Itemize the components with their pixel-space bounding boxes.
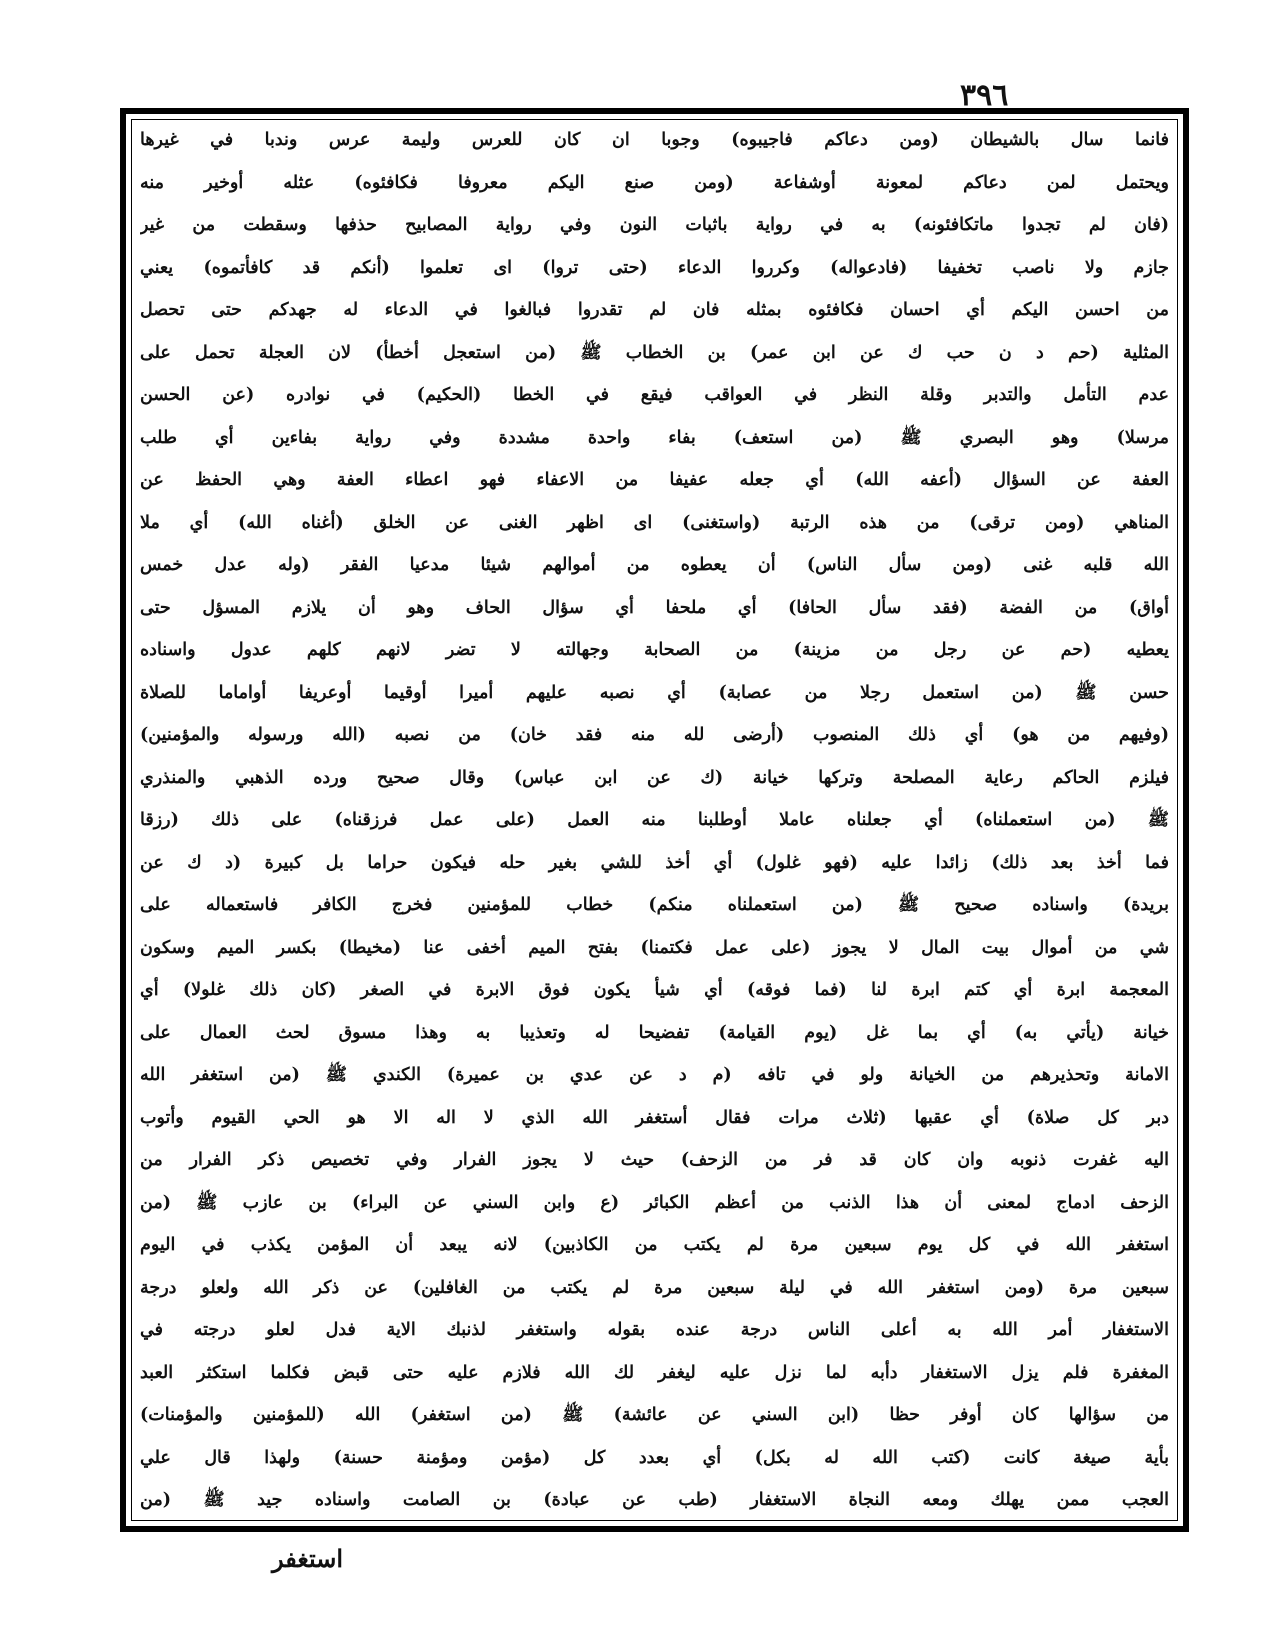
text-line: شي من أموال بيت المال لا يجوز (على عمل فكتمنا) بفتح الميم أخفى عنا (مخيطا) بكسر الميم وسكون [140, 937, 1169, 958]
text-line: جازم ولا ناصب تخفيفا (فادعواله) وكرروا الدعاء (حتى تروا) اى تعلموا (أنكم قد كافأتموه) يعني [140, 257, 1169, 278]
text-line: بأية صيغة كانت (كتب الله له بكل) أي بعدد كل (مؤمن ومؤمنة حسنة) ولهذا قال علي [140, 1447, 1169, 1468]
text-line: يعطيه (حم عن رجل من مزينة) من الصحابة وجهالته لا تضر لانهم كلهم عدول واسناده [140, 640, 1169, 660]
text-line: الامانة وتحذيرهم من الخيانة ولو في تافه (م د عن عدي بن عميرة) الكندي ﷺ (من استغفر الله [140, 1065, 1169, 1085]
text-line: فيلزم الحاكم رعاية المصلحة وتركها خيانة (ك عن ابن عباس) وقال صحيح ورده الذهبي والمنذري [140, 767, 1169, 788]
catchword: استغفر [272, 1544, 343, 1573]
text-line: أواق) من الفضة (فقد سأل الحافا) أي ملحفا أي سؤال الحاف وهو أن يلازم المسؤل حتى [140, 597, 1169, 618]
text-line: العفة عن السؤال (أعفه الله) أي جعله عفيفا من الاعفاء فهو اعطاء العفة وهي الحفظ عن [140, 470, 1169, 490]
text-line: (وفيهم من هو) أي ذلك المنصوب (أرضى لله منه فقد خان) من نصبه (الله ورسوله والمؤمنين) [140, 725, 1169, 745]
text-line: سبعين مرة (ومن استغفر الله في ليلة سبعين مرة لم يكتب من الغافلين) عن ذكر الله ولعلو درجة [140, 1277, 1169, 1298]
text-line: (فان لم تجدوا ماتكافئونه) به في رواية باثبات النون وفي رواية المصابيح حذفها وسقطت من غير [140, 215, 1169, 235]
text-line: المثلية (حم د ن حب ك عن ابن عمر) بن الخطاب ﷺ (من استعجل أخطأ) لان العجلة تحمل على [140, 342, 1169, 363]
text-line: عدم التأمل والتدبر وقلة النظر في العواقب فيقع في الخطا (الحكيم) في نوادره (عن الحسن [140, 385, 1169, 405]
text-frame [120, 108, 1189, 1532]
text-line: استغفر الله في كل يوم سبعين مرة لم يكتب من الكاذبين) لانه يبعد أن المؤمن يكذب في اليوم [140, 1235, 1169, 1255]
text-line: الزحف ادماج لمعنى أن هذا الذنب من أعظم الكبائر (ع وابن السني عن البراء) بن عازب ﷺ (من [140, 1192, 1169, 1213]
text-body [140, 124, 1169, 1518]
text-line: خيانة (يأتي به) أي بما غل (يوم القيامة) تفضيحا له وتعذيبا به وهذا مسوق لحث العمال على [140, 1022, 1169, 1043]
text-line: من احسن اليكم أي احسان فكافئوه بمثله فان لم تقدروا فبالغوا في الدعاء له جهدكم حتى تحصل [140, 300, 1169, 320]
text-line: ويحتمل لمن دعاكم لمعونة أوشفاعة (ومن صنع اليكم معروفا فكافئوه) عثله أوخير منه [140, 172, 1169, 193]
text-line: فما أخذ بعد ذلك) زائدا عليه (فهو غلول) أي أخذ للشي بغير حله فيكون حراما بل كبيرة (د ك عن [140, 852, 1169, 873]
text-line: اليه غفرت ذنوبه وان كان قد فر من الزحف) حيث لا يجوز الفرار وفي تخصيص ذكر الفرار من [140, 1150, 1169, 1170]
text-line: المغفرة فلم يزل الاستغفار دأبه لما نزل عليه ليغفر لك الله فلازم عليه حتى قبض فكلما استكثر العبد [140, 1362, 1169, 1383]
text-line: المعجمة ابرة أي كتم ابرة لنا (فما فوقه) أي شيأ يكون فوق الابرة في الصغر (كان ذلك غلولا) أي [140, 980, 1169, 1000]
text-line: العجب ممن يهلك ومعه النجاة الاستغفار (طب عن عبادة) بن الصامت واسناده جيد ﷺ (من [140, 1490, 1169, 1510]
text-line: بريدة) واسناده صحيح ﷺ (من استعملناه منكم) خطاب للمؤمنين فخرج الكافر فاستعماله على [140, 895, 1169, 915]
text-line: دبر كل صلاة) أي عقبها (ثلاث مرات فقال أستغفر الله الذي لا اله الا هو الحي القيوم وأتوب [140, 1107, 1169, 1128]
text-line: المناهي (ومن ترقى) من هذه الرتبة (واستغنى) اى اظهر الغنى عن الخلق (أغناه الله) أي ملا [140, 512, 1169, 533]
text-line: ﷺ (من استعملناه) أي جعلناه عاملا أوطلبنا منه العمل (على عمل فرزقناه) على ذلك (رزقا [140, 810, 1169, 830]
text-line: الاستغفار أمر الله به أعلى الناس درجة عنده بقوله واستغفر لذنبك الاية فدل لعلو درجته في [140, 1320, 1169, 1340]
text-line: من سؤالها كان أوفر حظا (ابن السني عن عائشة) ﷺ (من استغفر) الله (للمؤمنين والمؤمنات) [140, 1405, 1169, 1425]
text-line: حسن ﷺ (من استعمل رجلا من عصابة) أي نصبه عليهم أميرا أوقيما أوعريفا أواماما للصلاة [140, 682, 1169, 703]
page-number: ٣٩٦ [960, 78, 1009, 113]
text-line: فانما سال بالشيطان (ومن دعاكم فاجيبوه) وجوبا ان كان للعرس وليمة عرس وندبا في غيرها [140, 130, 1169, 150]
text-line: الله قلبه غنى (ومن سأل الناس) أن يعطوه من أموالهم شيئا مدعيا الفقر (وله عدل خمس [140, 555, 1169, 575]
text-line: مرسلا) وهو البصري ﷺ (من استعف) بفاء واحدة مشددة وفي رواية بفاءين أي طلب [140, 427, 1169, 448]
